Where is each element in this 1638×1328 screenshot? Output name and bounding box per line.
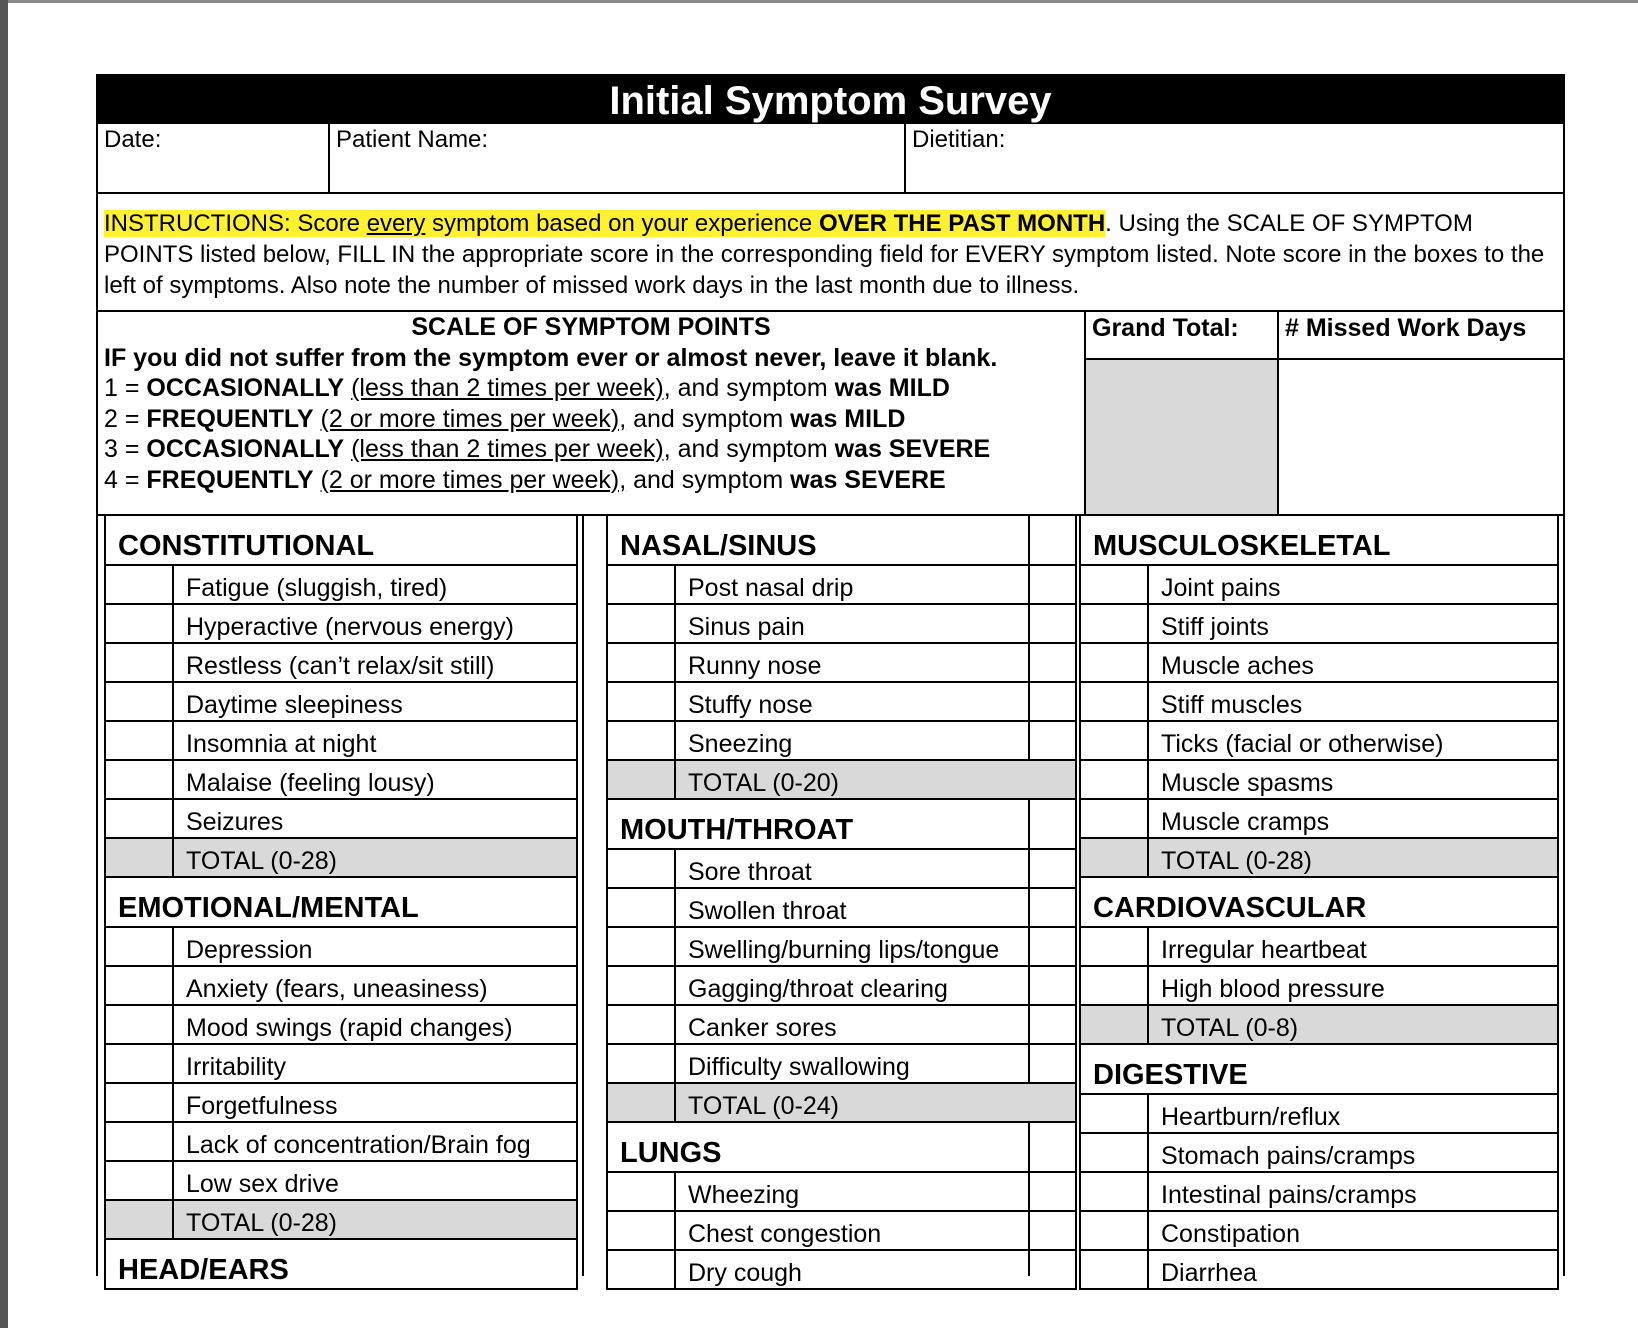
symptom-label: Gagging/throat clearing — [688, 975, 948, 1003]
symptom-label: Stiff joints — [1161, 613, 1269, 641]
header-info-row — [96, 124, 1565, 194]
symptom-label: Joint pains — [1161, 574, 1281, 602]
section-heading-mouth: MOUTH/THROAT — [608, 800, 1075, 850]
score-box[interactable] — [1081, 1095, 1149, 1132]
score-box[interactable] — [106, 644, 174, 681]
scale-line-space — [314, 405, 321, 433]
scale-line-range: (2 or more times per week), — [320, 465, 627, 494]
score-box[interactable] — [608, 644, 676, 681]
column-divider — [96, 516, 98, 1276]
scale-line-number: 1 = — [104, 374, 147, 402]
score-box[interactable] — [608, 566, 676, 603]
score-box[interactable] — [106, 566, 174, 603]
symptom-label: Difficulty swallowing — [688, 1053, 910, 1081]
symptom-row — [608, 967, 1075, 1006]
scale-blank-rule: IF you did not suffer from the symptom ever or almost never, leave it blank. — [104, 343, 998, 372]
symptom-row — [106, 800, 576, 839]
section-heading-nasal: NASAL/SINUS — [608, 516, 1075, 566]
score-box[interactable] — [608, 1173, 676, 1210]
symptom-label: Irregular heartbeat — [1161, 936, 1367, 964]
scale-line-range: (2 or more times per week), — [320, 404, 627, 433]
symptom-label: Stiff muscles — [1161, 691, 1303, 719]
symptom-row — [1081, 1134, 1557, 1173]
symptom-label: Low sex drive — [186, 1170, 339, 1198]
symptom-label: Muscle cramps — [1161, 808, 1330, 836]
score-box[interactable] — [1081, 644, 1149, 681]
symptom-row — [106, 644, 576, 683]
symptom-row — [1081, 1095, 1557, 1134]
total-score-box[interactable] — [106, 839, 174, 876]
score-box[interactable] — [1081, 1212, 1149, 1249]
score-box[interactable] — [106, 1084, 174, 1121]
symptom-column-1 — [104, 516, 578, 1290]
symptom-row — [608, 605, 1075, 644]
score-box[interactable] — [608, 605, 676, 642]
symptom-label: Fatigue (sluggish, tired) — [186, 574, 448, 602]
instructions-highlight — [104, 210, 1105, 237]
symptom-row — [608, 566, 1075, 605]
patient-name-label: Patient Name: — [336, 126, 489, 153]
symptom-row — [608, 722, 1075, 761]
symptom-row — [1081, 566, 1557, 605]
total-row — [608, 761, 1075, 800]
symptom-row — [1081, 1251, 1557, 1290]
scale-line-middle: and symptom — [626, 404, 791, 433]
symptom-row — [106, 683, 576, 722]
score-box[interactable] — [106, 683, 174, 720]
score-box[interactable] — [106, 605, 174, 642]
total-score-box[interactable] — [106, 1201, 174, 1238]
symptom-row — [1081, 722, 1557, 761]
section-heading-head_ears: HEAD/EARS — [106, 1240, 576, 1290]
form-title: Initial Symptom Survey — [96, 74, 1565, 124]
score-box[interactable] — [608, 1212, 676, 1249]
window-top-edge — [0, 0, 1638, 3]
total-label: TOTAL (0-28) — [186, 847, 337, 875]
symptom-row — [1081, 605, 1557, 644]
instructions-period: OVER THE PAST MONTH — [818, 210, 1106, 237]
total-row — [106, 839, 576, 878]
total-row — [1081, 839, 1557, 878]
symptom-row — [106, 1084, 576, 1123]
window-left-edge — [0, 0, 8, 1328]
total-score-box[interactable] — [1081, 839, 1149, 876]
score-box[interactable] — [106, 928, 174, 965]
scale-line — [104, 404, 1078, 435]
total-score-box[interactable] — [608, 1084, 676, 1121]
symptom-column-2 — [606, 516, 1077, 1290]
symptom-label: Malaise (feeling lousy) — [186, 769, 435, 797]
symptom-row — [1081, 967, 1557, 1006]
symptom-label: Muscle spasms — [1161, 769, 1334, 797]
score-box[interactable] — [1081, 761, 1149, 798]
total-label: TOTAL (0-28) — [1161, 847, 1312, 875]
symptom-label: Intestinal pains/cramps — [1161, 1181, 1417, 1209]
section-heading-cardio: CARDIOVASCULAR — [1081, 878, 1557, 928]
score-box[interactable] — [106, 1006, 174, 1043]
symptom-row — [608, 1006, 1075, 1045]
symptom-label: Diarrhea — [1161, 1259, 1257, 1287]
score-box[interactable] — [106, 761, 174, 798]
symptom-label: Lack of concentration/Brain fog — [186, 1131, 531, 1159]
symptom-row — [608, 683, 1075, 722]
symptom-row — [106, 1123, 576, 1162]
symptom-label: Wheezing — [688, 1181, 800, 1209]
scale-line-frequency: FREQUENTLY — [146, 404, 314, 433]
missed-work-days-value[interactable] — [1279, 360, 1563, 514]
section-heading-digestive: DIGESTIVE — [1081, 1045, 1557, 1095]
score-box[interactable] — [1081, 800, 1149, 837]
section-heading-lungs: LUNGS — [608, 1123, 1075, 1173]
symptom-row — [608, 1212, 1075, 1251]
symptom-row — [106, 722, 576, 761]
symptom-label: Stomach pains/cramps — [1161, 1142, 1416, 1170]
symptom-label: Canker sores — [688, 1014, 837, 1042]
symptom-label: Daytime sleepiness — [186, 691, 403, 719]
score-box[interactable] — [106, 1045, 174, 1082]
score-box[interactable] — [608, 722, 676, 759]
scale-line — [104, 373, 1078, 404]
score-box[interactable] — [608, 1006, 676, 1043]
score-box[interactable] — [1081, 967, 1149, 1004]
symptom-row — [608, 928, 1075, 967]
total-row — [1081, 1006, 1557, 1045]
total-row — [608, 1084, 1075, 1123]
instructions-block — [96, 194, 1565, 312]
scale-line — [104, 434, 1078, 465]
scale-line-severity: was SEVERE — [834, 435, 991, 463]
section-heading-constitutional: CONSTITUTIONAL — [106, 516, 576, 566]
scale-line-number: 2 = — [104, 404, 147, 433]
symptom-label: Stuffy nose — [688, 691, 813, 719]
symptom-row — [1081, 1212, 1557, 1251]
symptom-row — [608, 1251, 1075, 1290]
scale-line-middle: and symptom — [670, 374, 835, 402]
symptom-label: Sneezing — [688, 730, 793, 758]
symptom-row — [608, 644, 1075, 683]
scale-line-number: 3 = — [104, 435, 147, 463]
scale-lines — [104, 373, 1078, 495]
missed-work-days-label: # Missed Work Days — [1279, 312, 1563, 360]
score-box[interactable] — [1081, 1173, 1149, 1210]
instructions-rest: . Using the SCALE OF SYMPTOM POINTS listed below, FILL IN the appropriate score in the corresponding field for EVERY symptom listed. Note score in the boxes to the left of symptoms. Also note the number of missed work days in the last month due to illness. — [104, 210, 1545, 299]
grand-total-label: Grand Total: — [1086, 312, 1277, 360]
score-box[interactable] — [106, 967, 174, 1004]
total-label: TOTAL (0-24) — [688, 1092, 839, 1120]
total-score-box[interactable] — [1081, 1006, 1149, 1043]
symptom-row — [106, 566, 576, 605]
symptom-row — [1081, 1173, 1557, 1212]
score-box[interactable] — [106, 722, 174, 759]
scale-heading: SCALE OF SYMPTOM POINTS — [411, 313, 771, 341]
scale-line-middle: and symptom — [670, 435, 835, 463]
score-box[interactable] — [608, 683, 676, 720]
missed-work-days-box — [1277, 312, 1563, 514]
scale-row — [96, 312, 1565, 516]
survey-sheet — [96, 74, 1565, 1287]
symptom-label: Ticks (facial or otherwise) — [1161, 730, 1444, 758]
symptom-label: Runny nose — [688, 652, 822, 680]
symptom-label: Chest congestion — [688, 1220, 882, 1248]
total-row — [106, 1201, 576, 1240]
instructions-lead: INSTRUCTIONS: Score — [104, 210, 367, 237]
symptom-label: Muscle aches — [1161, 652, 1314, 680]
scale-line-range: (less than 2 times per week), — [351, 374, 671, 402]
score-box[interactable] — [608, 1045, 676, 1082]
symptom-label: Heartburn/reflux — [1161, 1103, 1341, 1131]
date-field[interactable] — [98, 124, 328, 192]
score-box[interactable] — [1081, 1134, 1149, 1171]
scale-of-symptom-points — [98, 312, 1084, 514]
symptom-row — [106, 761, 576, 800]
dietitian-label: Dietitian: — [912, 126, 1006, 153]
total-label: TOTAL (0-28) — [186, 1209, 337, 1237]
score-box[interactable] — [1081, 1251, 1149, 1288]
scale-line-space — [314, 466, 321, 494]
score-box[interactable] — [608, 850, 676, 887]
symptom-label: Hyperactive (nervous energy) — [186, 613, 514, 641]
symptom-row — [608, 889, 1075, 928]
score-box[interactable] — [106, 1162, 174, 1199]
symptom-row — [106, 967, 576, 1006]
dietitian-field[interactable] — [904, 124, 1563, 192]
symptom-label: Forgetfulness — [186, 1092, 338, 1120]
symptom-row — [1081, 644, 1557, 683]
scale-line-middle: and symptom — [626, 465, 791, 494]
scale-line-frequency: OCCASIONALLY — [146, 435, 345, 463]
score-box[interactable] — [608, 889, 676, 926]
symptom-row — [608, 1173, 1075, 1212]
symptom-row — [1081, 928, 1557, 967]
score-box[interactable] — [608, 967, 676, 1004]
symptom-row — [608, 850, 1075, 889]
symptom-label: Sinus pain — [688, 613, 805, 641]
symptom-label: Seizures — [186, 808, 284, 836]
symptom-row — [1081, 683, 1557, 722]
symptom-label: Dry cough — [688, 1259, 802, 1287]
scale-line — [104, 465, 1078, 496]
symptom-row — [106, 605, 576, 644]
scale-line-severity: was MILD — [790, 404, 906, 433]
symptom-label: Swelling/burning lips/tongue — [688, 936, 1000, 964]
symptom-label: Sore throat — [688, 858, 812, 886]
date-label: Date: — [104, 126, 162, 153]
scale-line-range: (less than 2 times per week), — [351, 435, 671, 463]
column-divider — [582, 516, 584, 1276]
symptom-row — [106, 928, 576, 967]
symptom-row — [608, 1045, 1075, 1084]
scale-line-frequency: OCCASIONALLY — [146, 374, 345, 402]
symptom-label: Constipation — [1161, 1220, 1300, 1248]
score-box[interactable] — [608, 1251, 676, 1288]
symptom-label: Post nasal drip — [688, 574, 854, 602]
symptom-label: Anxiety (fears, uneasiness) — [186, 975, 488, 1003]
symptom-label: Irritability — [186, 1053, 287, 1081]
column-divider — [1563, 516, 1565, 1276]
symptom-label: Restless (can’t relax/sit still) — [186, 652, 495, 680]
total-label: TOTAL (0-20) — [688, 769, 839, 797]
score-box[interactable] — [1081, 605, 1149, 642]
symptom-label: High blood pressure — [1161, 975, 1385, 1003]
symptom-row — [106, 1006, 576, 1045]
instructions-mid: symptom based on your experience — [425, 210, 819, 237]
score-box[interactable] — [1081, 722, 1149, 759]
symptom-column-3 — [1079, 516, 1559, 1290]
symptom-row — [1081, 800, 1557, 839]
symptom-label: Insomnia at night — [186, 730, 377, 758]
symptom-row — [106, 1162, 576, 1201]
scale-line-frequency: FREQUENTLY — [146, 465, 314, 494]
patient-name-field[interactable] — [328, 124, 904, 192]
symptom-row — [1081, 761, 1557, 800]
score-box[interactable] — [106, 800, 174, 837]
scale-line-number: 4 = — [104, 465, 147, 494]
score-box[interactable] — [608, 928, 676, 965]
total-label: TOTAL (0-8) — [1161, 1014, 1299, 1042]
score-box[interactable] — [106, 1123, 174, 1160]
total-score-box[interactable] — [608, 761, 676, 798]
instructions-every: every — [366, 210, 426, 237]
grand-total-box — [1084, 312, 1277, 514]
section-heading-emotional: EMOTIONAL/MENTAL — [106, 878, 576, 928]
score-box[interactable] — [1081, 928, 1149, 965]
symptom-label: Swollen throat — [688, 897, 847, 925]
section-heading-musculo: MUSCULOSKELETAL — [1081, 516, 1557, 566]
grand-total-value[interactable] — [1086, 360, 1277, 514]
symptom-label: Mood swings (rapid changes) — [186, 1014, 513, 1042]
scale-line-severity: was MILD — [834, 374, 950, 402]
score-box[interactable] — [1081, 683, 1149, 720]
symptom-row — [106, 1045, 576, 1084]
scale-line-severity: was SEVERE — [790, 465, 946, 494]
symptom-label: Depression — [186, 936, 313, 964]
score-box[interactable] — [1081, 566, 1149, 603]
